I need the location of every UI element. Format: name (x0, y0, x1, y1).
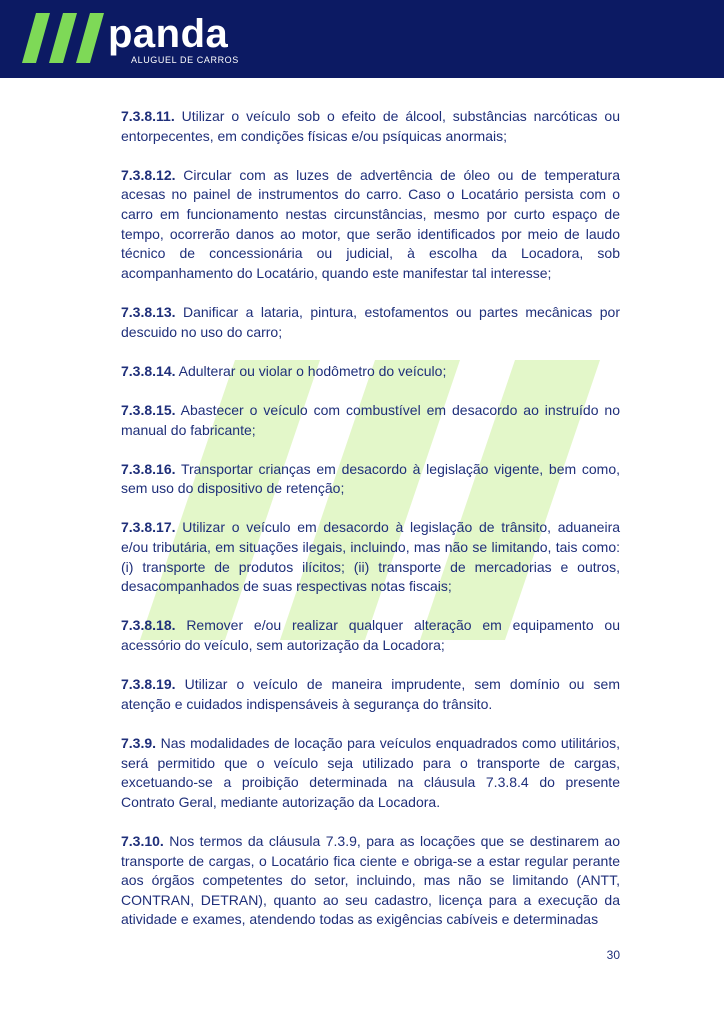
clause-7-3-8-18 (121, 616, 620, 655)
clause-number: 7.3.8.13. (121, 303, 176, 320)
clause-text: Utilizar o veículo sob o efeito de álcool, substâncias narcóticas ou entorpecentes, em condições físicas e/ou psíquicas anormais; (121, 108, 621, 144)
clause-text: Remover e/ou realizar qualquer alteração em equipamento ou acessório do veículo, sem autorização da Locadora; (121, 617, 620, 654)
clause-text: Nas modalidades de locação para veículos enquadrados como utilitários, será permitido que o veículo seja utilizado para o transporte de cargas, excetuando-se a proibição determinada na cláusula 7.3.8.4 do presente Contrato Geral, mediante autorização da Locadora. (121, 735, 621, 810)
clause-number: 7.3.8.12. (121, 166, 176, 183)
panda-logo-icon (22, 13, 104, 63)
clause-7-3-8-16 (121, 460, 620, 499)
clause-text: Nos termos da cláusula 7.3.9, para as locações que se destinarem ao transporte de cargas, o Locatário fica ciente e obriga-se a estar regular perante aos órgãos competentes do setor, incluindo, mas não se limitando (ANTT, CONTRAN, DETRAN), quanto ao seu cadastro, licença para a execução da atividade e exames, atendendo todas as exigências cabíveis e determinadas (121, 832, 621, 928)
clause-text: Circular com as luzes de advertência de óleo ou de temperatura acesas no painel de instrumentos do carro. Caso o Locatário persista com o carro em funcionamento nestas circunstâncias, mesmo por curto espaço de tempo, ocorrerão danos ao motor, que serão identificados por meio de laudo técnico de concessionária ou judicial, à escolha da Locadora, sob acompanhamento do Locatário, quando este manifestar tal interesse; (121, 166, 620, 281)
clause-7-3-10 (121, 832, 620, 930)
clause-text: Utilizar o veículo de maneira imprudente, sem domínio ou sem atenção e cuidados indispensáveis à segurança do trânsito. (121, 676, 620, 712)
clause-number: 7.3.8.14. (121, 362, 176, 379)
clause-number: 7.3.9. (121, 735, 157, 751)
contract-body (121, 107, 620, 950)
clause-7-3-9 (121, 734, 620, 812)
clause-text: Danificar a lataria, pintura, estofamentos ou partes mecânicas por descuido no uso do carro; (121, 303, 620, 340)
clause-number: 7.3.8.15. (121, 401, 176, 418)
brand-name: panda (108, 12, 229, 56)
clause-7-3-8-13 (121, 303, 620, 342)
clause-text: Adulterar ou violar o hodômetro do veículo; (178, 362, 447, 379)
brand-tagline: ALUGUEL DE CARROS (131, 55, 239, 65)
page-number: 30 (606, 948, 620, 962)
clause-text: Abastecer o veículo com combustível em desacordo ao instruído no manual do fabricante; (121, 401, 620, 438)
clause-text: Transportar crianças em desacordo à legislação vigente, bem como, sem uso do dispositivo de retenção; (121, 460, 621, 497)
clause-number: 7.3.8.19. (121, 676, 176, 693)
clause-number: 7.3.8.16. (121, 460, 176, 477)
clause-number: 7.3.8.17. (121, 519, 176, 536)
clause-7-3-8-17 (121, 518, 620, 596)
page-header (0, 0, 724, 78)
clause-7-3-8-11 (121, 107, 620, 146)
clause-7-3-8-12 (121, 166, 620, 284)
clause-text: Utilizar o veículo em desacordo à legislação de trânsito, aduaneira e/ou tributária, em situações ilegais, incluindo, mas não se limitando, tais como: (i) transporte de produtos ilícitos; (ii) transporte de mercadorias e outros, desacompanhados de suas respectivas notas fiscais; (121, 519, 621, 595)
clause-number: 7.3.10. (121, 832, 164, 849)
clause-7-3-8-19 (121, 675, 620, 714)
clause-7-3-8-15 (121, 401, 620, 440)
clause-number: 7.3.8.18. (121, 617, 176, 634)
clause-7-3-8-14 (121, 362, 620, 382)
clause-number: 7.3.8.11. (121, 108, 175, 124)
